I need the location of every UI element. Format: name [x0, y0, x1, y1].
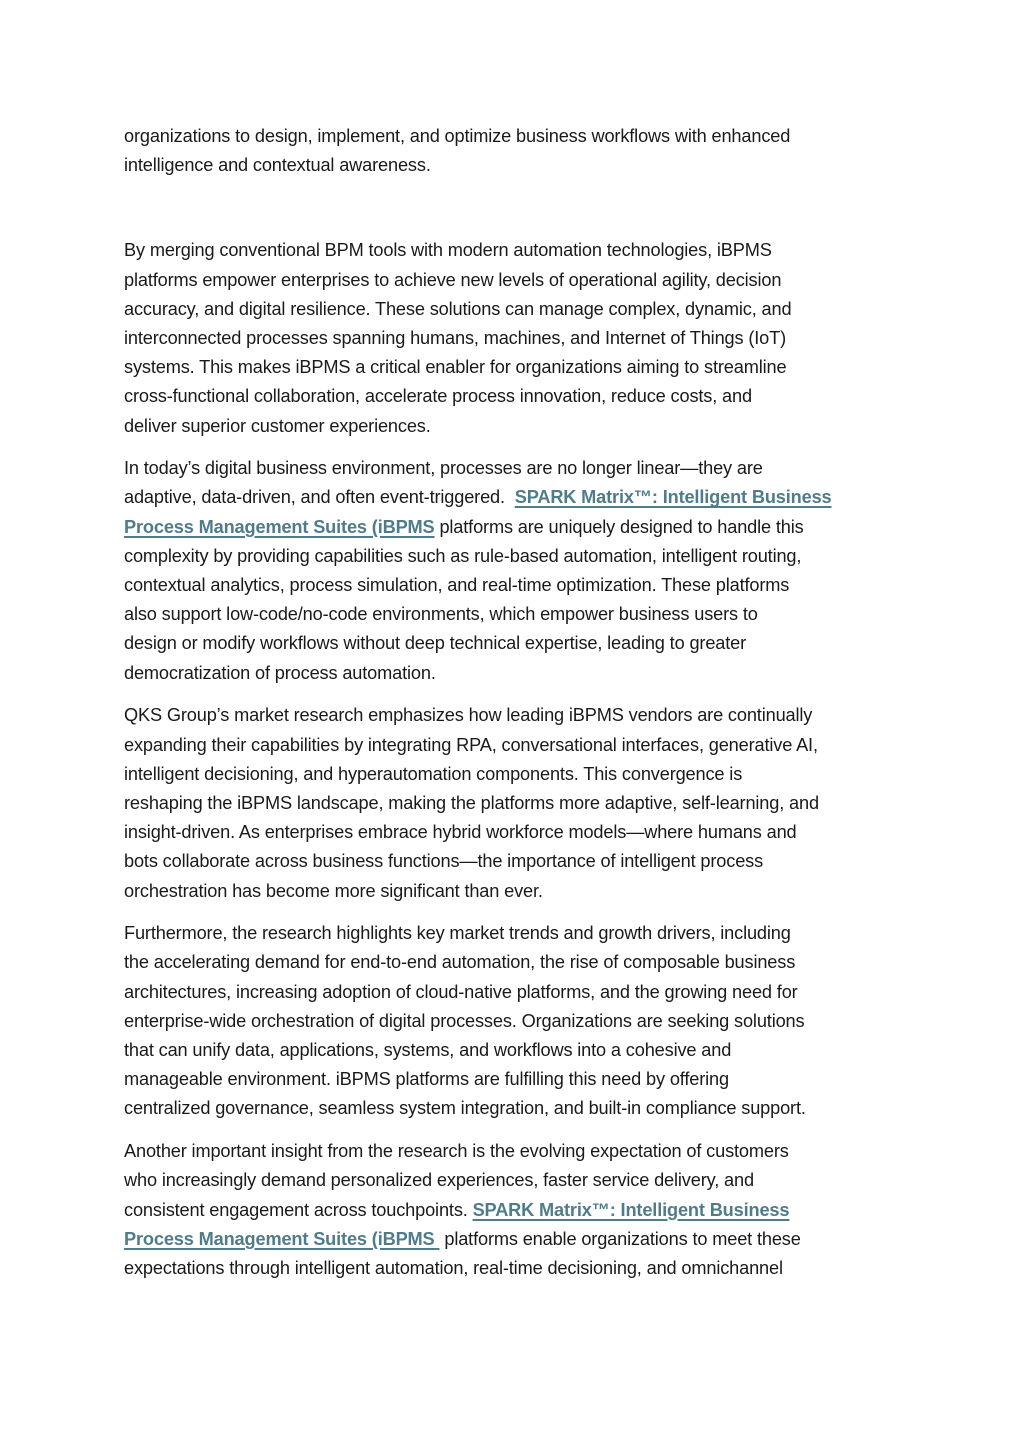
- paragraph-intro-continuation: [124, 122, 900, 180]
- text-line: systems. This makes iBPMS a critical enabler for organizations aiming to streamline: [124, 357, 787, 378]
- text-line: democratization of process automation.: [124, 662, 436, 683]
- text-line: [124, 1196, 900, 1225]
- text-line: architectures, increasing adoption of cloud-native platforms, and the growing need for: [124, 981, 798, 1002]
- text-line: expanding their capabilities by integrating RPA, conversational interfaces, generative AI,: [124, 734, 818, 755]
- text-line: centralized governance, seamless system integration, and built-in compliance support.: [124, 1098, 806, 1119]
- text-line: that can unify data, applications, systems, and workflows into a cohesive and: [124, 1040, 732, 1061]
- spark-matrix-link[interactable]: SPARK Matrix™: Intelligent Business: [472, 1199, 790, 1220]
- paragraph-market-trends: [124, 919, 900, 1123]
- text-line: design or modify workflows without deep technical expertise, leading to greater: [124, 633, 747, 654]
- text-segment: adaptive, data-driven, and often event-triggered.: [124, 487, 515, 508]
- text-segment: platforms are uniquely designed to handle this: [434, 516, 804, 537]
- text-line: insight-driven. As enterprises embrace hybrid workforce models—where humans and: [124, 822, 797, 843]
- text-line: By merging conventional BPM tools with modern automation technologies, iBPMS: [124, 240, 772, 261]
- text-line: Furthermore, the research highlights key market trends and growth drivers, including: [124, 923, 791, 944]
- text-line: complexity by providing capabilities such as rule-based automation, intelligent routing,: [124, 545, 802, 566]
- text-line: manageable environment. iBPMS platforms are fulfilling this need by offering: [124, 1069, 729, 1090]
- text-line: [124, 1225, 900, 1254]
- text-line: interconnected processes spanning humans, machines, and Internet of Things (IoT): [124, 327, 786, 348]
- spark-matrix-link[interactable]: SPARK Matrix™: Intelligent Business: [514, 487, 832, 508]
- text-line: contextual analytics, process simulation, and real-time optimization. These platforms: [124, 575, 790, 596]
- text-line: deliver superior customer experiences.: [124, 415, 431, 436]
- spark-matrix-link-continued[interactable]: Process Management Suites (iBPMS: [124, 1228, 440, 1249]
- paragraph-qks-research: [124, 701, 900, 905]
- text-line: platforms empower enterprises to achieve new levels of operational agility, decision: [124, 269, 782, 290]
- text-segment: consistent engagement across touchpoints.: [124, 1199, 473, 1220]
- text-line: accuracy, and digital resilience. These solutions can manage complex, dynamic, and: [124, 298, 792, 319]
- paragraph-customer-expectations: [124, 1137, 900, 1283]
- text-line: cross-functional collaboration, accelerate process innovation, reduce costs, and: [124, 386, 752, 407]
- text-line: also support low-code/no-code environments, which empower business users to: [124, 604, 758, 625]
- text-line: intelligent decisioning, and hyperautomation components. This convergence is: [124, 763, 743, 784]
- text-line: expectations through intelligent automation, real-time decisioning, and omnichannel: [124, 1257, 783, 1278]
- text-line: the accelerating demand for end-to-end automation, the rise of composable business: [124, 952, 796, 973]
- text-line: who increasingly demand personalized experiences, faster service delivery, and: [124, 1170, 754, 1191]
- document-page: [124, 122, 900, 1283]
- text-line: bots collaborate across business functions—the importance of intelligent process: [124, 851, 764, 872]
- paragraph-digital-environment: [124, 454, 900, 688]
- text-line: intelligence and contextual awareness.: [124, 155, 431, 176]
- text-line: [124, 483, 900, 512]
- paragraph-bpm-merging: [124, 236, 900, 440]
- text-line: orchestration has become more significant than ever.: [124, 880, 543, 901]
- text-line: reshaping the iBPMS landscape, making the platforms more adaptive, self-learning, and: [124, 792, 819, 813]
- text-segment: platforms enable organizations to meet these: [439, 1228, 801, 1249]
- text-line: In today’s digital business environment, processes are no longer linear—they are: [124, 458, 763, 479]
- text-line: Another important insight from the research is the evolving expectation of customers: [124, 1141, 789, 1162]
- spark-matrix-link-continued[interactable]: Process Management Suites (iBPMS: [124, 516, 435, 537]
- text-line: enterprise-wide orchestration of digital processes. Organizations are seeking solutions: [124, 1010, 805, 1031]
- text-line: organizations to design, implement, and optimize business workflows with enhanced: [124, 126, 791, 146]
- text-line: [124, 513, 900, 542]
- text-line: QKS Group’s market research emphasizes how leading iBPMS vendors are continually: [124, 705, 813, 726]
